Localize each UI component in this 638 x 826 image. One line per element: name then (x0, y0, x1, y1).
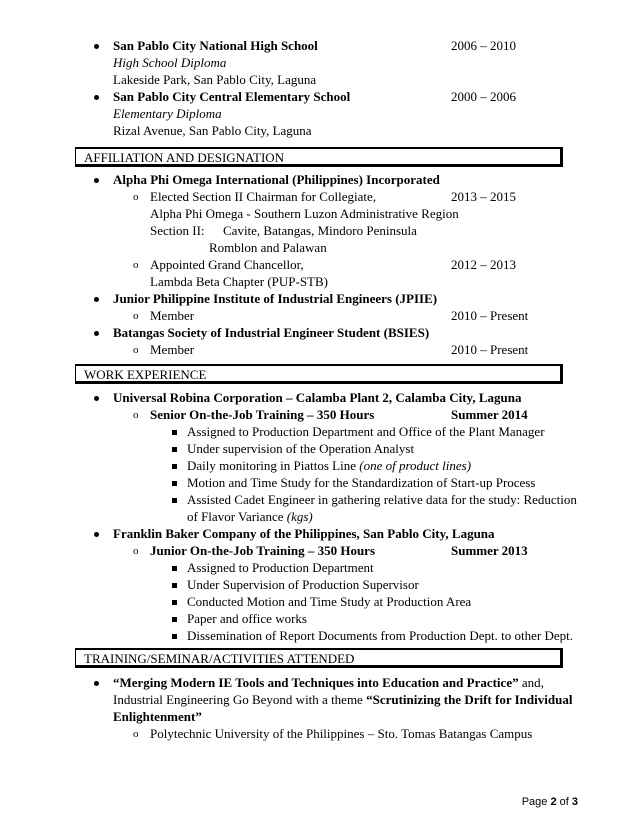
task-item-cont (187, 509, 313, 525)
bullet-square-icon (172, 583, 177, 588)
role-years: 2010 – Present (451, 342, 529, 357)
role-title: Member (150, 308, 195, 323)
bullet (94, 331, 99, 336)
bullet-square-icon (172, 566, 177, 571)
role-title: Elected Section II Chairman for Collegiate, (150, 189, 376, 204)
role-years: 2010 – Present (451, 308, 529, 323)
task-item: Assigned to Production Department (187, 560, 374, 575)
training-title: “Scrutinizing the Drift for Individual (366, 692, 573, 707)
bullet (94, 178, 99, 183)
bullet-square-icon (172, 498, 177, 503)
bullet-circle-icon: o (133, 344, 139, 356)
role-detail: Section II: (150, 223, 205, 238)
school-address: Lakeside Park, San Pablo City, Laguna (113, 72, 317, 87)
task-note: (kgs) (286, 509, 313, 524)
bullet-circle-icon: o (133, 259, 139, 271)
task-item: Assigned to Production Department and Office of the Plant Manager (187, 424, 545, 439)
task-note: (one of product lines) (359, 458, 472, 473)
bullet (94, 95, 99, 100)
section-title: WORK EXPERIENCE (84, 367, 207, 382)
bullet-circle-icon: o (133, 728, 139, 740)
bullet (94, 532, 99, 537)
task-item: Under supervision of the Operation Analyst (187, 441, 415, 456)
company-name: Universal Robina Corporation – Calamba Plant 2, Calamba City, Laguna (113, 390, 522, 405)
bullet-square-icon (172, 481, 177, 486)
footer-text: Page (521, 796, 551, 808)
bullet-circle-icon: o (133, 310, 139, 322)
bullet (94, 44, 99, 49)
org-name: Batangas Society of Industrial Engineer Student (BSIES) (113, 325, 430, 340)
bullet (94, 681, 99, 686)
bullet-square-icon (172, 617, 177, 622)
org-name: Alpha Phi Omega International (Philippines) Incorporated (113, 172, 440, 187)
job-title: Senior On-the-Job Training – 350 Hours (150, 407, 375, 422)
role-detail: Lambda Beta Chapter (PUP-STB) (150, 274, 328, 289)
task-text: Daily monitoring in Piattos Line (187, 458, 360, 473)
job-period: Summer 2014 (451, 407, 528, 422)
training-title: “Merging Modern IE Tools and Techniques into Education and Practice” (113, 675, 519, 690)
bullet-circle-icon: o (133, 191, 139, 203)
task-text: of Flavor Variance (187, 509, 287, 524)
bullet-circle-icon: o (133, 409, 139, 421)
section-title: TRAINING/SEMINAR/ACTIVITIES ATTENDED (84, 651, 355, 666)
role-title: Appointed Grand Chancellor, (150, 257, 304, 272)
footer-text: of (556, 796, 572, 808)
task-item: Under Supervision of Production Supervisor (187, 577, 419, 592)
training-venue: Polytechnic University of the Philippines – Sto. Tomas Batangas Campus (150, 726, 533, 741)
company-name: Franklin Baker Company of the Philippines, San Pablo City, Laguna (113, 526, 495, 541)
total-pages: 3 (571, 796, 578, 808)
task-item: Dissemination of Report Documents from Production Dept. to other Dept. (187, 628, 573, 643)
job-title: Junior On-the-Job Training – 350 Hours (150, 543, 376, 558)
training-line (113, 692, 572, 708)
training-text: Industrial Engineering Go Beyond with a theme (113, 692, 367, 707)
task-item: Paper and office works (187, 611, 307, 626)
bullet-square-icon (172, 447, 177, 452)
task-item (187, 458, 471, 474)
page-number (522, 796, 578, 808)
section-title: AFFILIATION AND DESIGNATION (84, 150, 285, 165)
bullet-square-icon (172, 600, 177, 605)
bullet-circle-icon: o (133, 545, 139, 557)
school-name: San Pablo City Central Elementary School (113, 89, 351, 104)
job-period: Summer 2013 (451, 543, 528, 558)
role-detail: Romblon and Palawan (209, 240, 327, 255)
role-title: Member (150, 342, 195, 357)
section-work-header (75, 364, 563, 384)
bullet (94, 396, 99, 401)
section-affiliation-header (75, 147, 563, 167)
school-years: 2006 – 2010 (451, 38, 516, 53)
school-years: 2000 – 2006 (451, 89, 516, 104)
section-training-header (75, 648, 563, 668)
org-name: Junior Philippine Institute of Industrial Engineers (JPIIE) (113, 291, 438, 306)
current-page: 2 (550, 796, 557, 808)
task-item: Assisted Cadet Engineer in gathering relative data for the study: Reduction (187, 492, 577, 507)
diploma: High School Diploma (113, 55, 227, 70)
diploma: Elementary Diploma (113, 106, 222, 121)
role-detail: Cavite, Batangas, Mindoro Peninsula (223, 223, 417, 238)
task-item: Conducted Motion and Time Study at Production Area (187, 594, 472, 609)
role-years: 2012 – 2013 (451, 257, 516, 272)
bullet-square-icon (172, 634, 177, 639)
bullet-square-icon (172, 464, 177, 469)
training-title: Enlightenment” (113, 709, 202, 724)
task-item: Motion and Time Study for the Standardization of Start-up Process (187, 475, 536, 490)
role-detail: Alpha Phi Omega - Southern Luzon Administrative Region (150, 206, 459, 221)
bullet (94, 297, 99, 302)
school-address: Rizal Avenue, San Pablo City, Laguna (113, 123, 312, 138)
training-line (113, 675, 544, 691)
school-name: San Pablo City National High School (113, 38, 318, 53)
bullet-square-icon (172, 430, 177, 435)
training-text: and, (518, 675, 544, 690)
role-years: 2013 – 2015 (451, 189, 516, 204)
